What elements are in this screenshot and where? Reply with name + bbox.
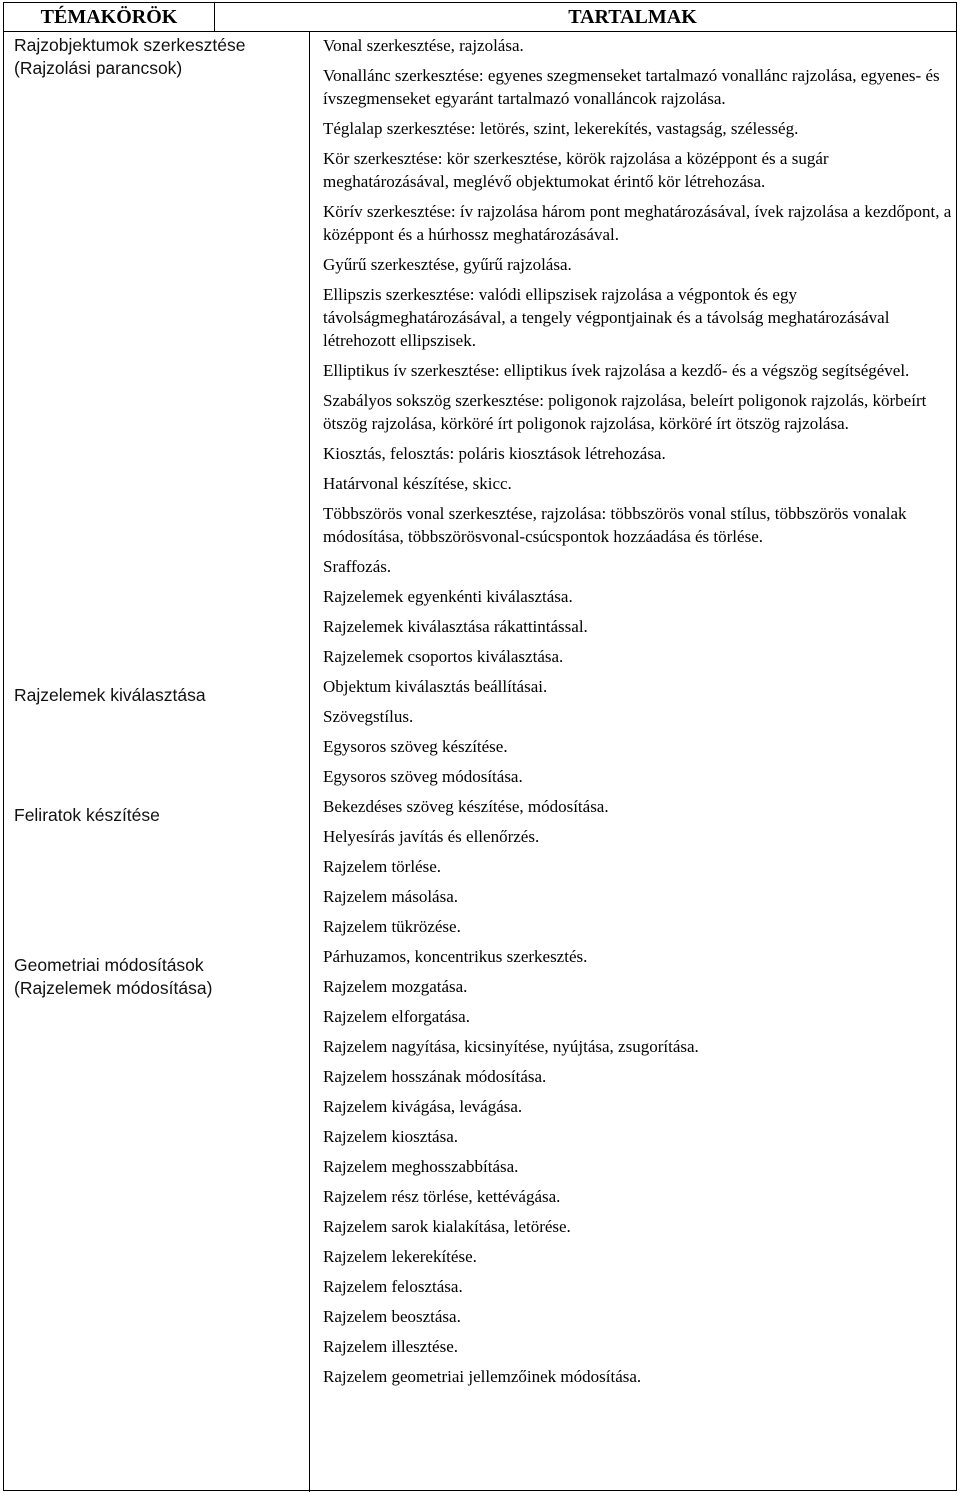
content-item: Téglalap szerkesztése: letörés, szint, lekerekítés, vastagság, szélesség.: [323, 119, 799, 138]
topic-title: Rajzobjektumok szerkesztése: [14, 35, 246, 55]
content-item: Rajzelem hosszának módosítása.: [323, 1067, 547, 1086]
content-item: Rajzelem tükrözése.: [323, 917, 461, 936]
column-divider: [309, 31, 310, 1492]
topic-selection: [14, 684, 306, 707]
topics-table: [3, 2, 957, 1491]
content-item: Egysoros szöveg módosítása.: [323, 767, 523, 786]
topic-title: Rajzelemek kiválasztása: [14, 685, 206, 705]
content-item: Rajzelem beosztása.: [323, 1307, 461, 1326]
content-item: Többszörös vonal szerkesztése, rajzolása: többszörös vonal stílus, többszörös vonalak módosítása, többszörösvonal-csúcspontok hozzáadása és törlése.: [323, 504, 907, 546]
header-contents: TARTALMAK: [568, 6, 697, 28]
content-item: Sraffozás.: [323, 557, 392, 576]
content-item: Párhuzamos, koncentrikus szerkesztés.: [323, 947, 588, 966]
content-item: Objektum kiválasztás beállításai.: [323, 677, 548, 696]
topic-title: Geometriai módosítások: [14, 955, 204, 975]
header-divider: [214, 3, 215, 31]
content-item: Rajzelem elforgatása.: [323, 1007, 470, 1026]
content-item: Egysoros szöveg készítése.: [323, 737, 508, 756]
content-item: Rajzelem törlése.: [323, 857, 442, 876]
content-item: Gyűrű szerkesztése, gyűrű rajzolása.: [323, 255, 572, 274]
content-item: Kiosztás, felosztás: poláris kiosztások létrehozása.: [323, 444, 666, 463]
content-item: Rajzelem mozgatása.: [323, 977, 468, 996]
content-item: Rajzelem kivágása, levágása.: [323, 1097, 523, 1116]
content-item: Ellipszis szerkesztése: valódi ellipszisek rajzolása a végpontok és egy távolságmeghatározásával, a tengely végpontjainak és a távolság meghatározásával létrehozott ellipszisek.: [323, 285, 890, 350]
content-item: Rajzelemek csoportos kiválasztása.: [323, 647, 564, 666]
content-item: Körív szerkesztése: ív rajzolása három pont meghatározásával, ívek rajzolása a kezdőpont, a középpont és a húrhossz meghatározásával.: [323, 202, 952, 244]
topic-subtitle: (Rajzolási parancsok): [14, 58, 183, 78]
content-item: Kör szerkesztése: kör szerkesztése, körök rajzolása a középpont és a sugár meghatározásával, meglévő objektumokat érintő kör létrehozása.: [323, 149, 829, 191]
header-topics: TÉMAKÖRÖK: [40, 6, 178, 28]
content-item: Rajzelem kiosztása.: [323, 1127, 459, 1146]
content-item: Szabályos sokszög szerkesztése: poligonok rajzolása, beleírt poligonok rajzolás, körbeírt ötszög rajzolása, körköré írt poligonok rajzolása, körköré írt ötszög rajzolása.: [323, 391, 927, 433]
topic-labels: [14, 804, 306, 827]
content-item: Rajzelem nagyítása, kicsinyítése, nyújtása, zsugorítása.: [323, 1037, 699, 1056]
content-item: Rajzelem sarok kialakítása, letörése.: [323, 1217, 571, 1236]
content-item: Rajzelem rész törlése, kettévágása.: [323, 1187, 561, 1206]
content-item: Rajzelemek egyenkénti kiválasztása.: [323, 587, 573, 606]
topic-geometric-modifications: [14, 954, 306, 1000]
content-item: Rajzelemek kiválasztása rákattintással.: [323, 617, 588, 636]
content-item: Vonal szerkesztése, rajzolása.: [323, 36, 524, 55]
content-item: Rajzelem felosztása.: [323, 1277, 463, 1296]
content-item: Rajzelem lekerekítése.: [323, 1247, 477, 1266]
contents-column: [323, 34, 953, 1395]
topic-subtitle: (Rajzelemek módosítása): [14, 978, 213, 998]
content-item: Rajzelem meghosszabbítása.: [323, 1157, 519, 1176]
content-item: Vonallánc szerkesztése: egyenes szegmenseket tartalmazó vonallánc rajzolása, egyenes- és ívszegmenseket egyaránt tartalmazó vonalláncok rajzolása.: [323, 66, 940, 108]
content-item: Helyesírás javítás és ellenőrzés.: [323, 827, 540, 846]
topic-drawing-objects: [14, 34, 306, 80]
content-item: Rajzelem másolása.: [323, 887, 459, 906]
topic-title: Feliratok készítése: [14, 805, 160, 825]
content-item: Rajzelem illesztése.: [323, 1337, 458, 1356]
content-item: Elliptikus ív szerkesztése: elliptikus ívek rajzolása a kezdő- és a végszög segítségével.: [323, 361, 910, 380]
content-item: Határvonal készítése, skicc.: [323, 474, 512, 493]
content-item: Rajzelem geometriai jellemzőinek módosítása.: [323, 1367, 642, 1386]
content-item: Bekezdéses szöveg készítése, módosítása.: [323, 797, 609, 816]
content-item: Szövegstílus.: [323, 707, 414, 726]
header-rule: [4, 31, 956, 32]
